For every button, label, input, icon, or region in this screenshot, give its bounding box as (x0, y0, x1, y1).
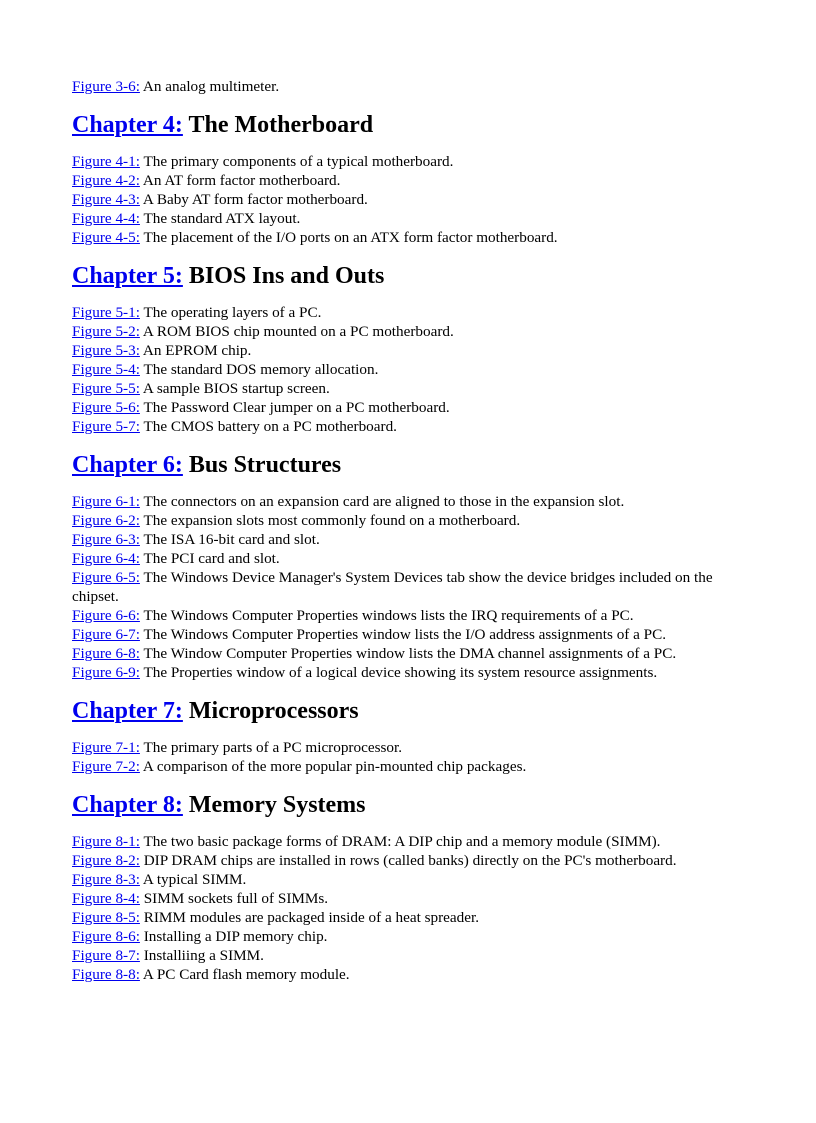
figure-caption: A Baby AT form factor motherboard. (142, 191, 368, 208)
figure-link[interactable]: Figure 6-4: (72, 550, 140, 567)
figure-caption: The placement of the I/O ports on an ATX form factor motherboard. (143, 229, 558, 246)
figure-entry (72, 190, 744, 209)
figure-entry (72, 341, 744, 360)
figure-link[interactable]: Figure 8-8: (72, 966, 140, 983)
figure-link[interactable]: Figure 6-2: (72, 512, 140, 529)
figure-link[interactable]: Figure 6-7: (72, 626, 140, 643)
figure-link[interactable]: Figure 6-3: (72, 531, 140, 548)
chapter-section (72, 110, 744, 247)
figure-entry (72, 492, 744, 511)
figure-link[interactable]: Figure 5-6: (72, 399, 140, 416)
figure-link[interactable]: Figure 4-5: (72, 229, 140, 246)
figure-entry (72, 77, 744, 96)
chapter-title: Memory Systems (188, 792, 366, 818)
figure-entry (72, 644, 744, 663)
figure-entry (72, 379, 744, 398)
chapter-link[interactable]: Chapter 6: (72, 452, 183, 478)
figure-caption: The primary parts of a PC microprocessor. (143, 739, 402, 756)
figure-link[interactable]: Figure 7-1: (72, 739, 140, 756)
figure-caption: Installiing a SIMM. (143, 947, 264, 964)
intro-figures (72, 77, 744, 96)
figure-entry (72, 625, 744, 644)
figure-link[interactable]: Figure 8-7: (72, 947, 140, 964)
figure-link[interactable]: Figure 3-6: (72, 78, 140, 95)
chapter-title: BIOS Ins and Outs (188, 263, 385, 289)
chapter-link[interactable]: Chapter 7: (72, 698, 183, 724)
figure-link[interactable]: Figure 5-7: (72, 418, 140, 435)
figure-link[interactable]: Figure 8-1: (72, 833, 140, 850)
chapter-section (72, 790, 744, 984)
figure-caption: An analog multimeter. (142, 78, 280, 95)
chapter-section (72, 696, 744, 776)
chapter-link[interactable]: Chapter 8: (72, 792, 183, 818)
figure-caption: The expansion slots most commonly found on a motherboard. (143, 512, 521, 529)
chapter-heading (72, 110, 744, 140)
figure-entry (72, 851, 744, 870)
figure-caption: The standard DOS memory allocation. (143, 361, 379, 378)
figure-entry (72, 927, 744, 946)
figure-caption: An EPROM chip. (142, 342, 252, 359)
figure-caption: The ISA 16-bit card and slot. (143, 531, 320, 548)
figure-link[interactable]: Figure 6-5: (72, 569, 140, 586)
figure-link[interactable]: Figure 4-2: (72, 172, 140, 189)
chapter-heading (72, 261, 744, 291)
figure-link[interactable]: Figure 5-3: (72, 342, 140, 359)
figure-caption: The Password Clear jumper on a PC motherboard. (143, 399, 450, 416)
chapter-title: Bus Structures (188, 452, 342, 478)
figure-caption: A ROM BIOS chip mounted on a PC motherboard. (142, 323, 454, 340)
figure-caption: The Windows Computer Properties windows lists the IRQ requirements of a PC. (143, 607, 634, 624)
figure-entry (72, 889, 744, 908)
figure-entry (72, 303, 744, 322)
figure-caption: The connectors on an expansion card are aligned to those in the expansion slot. (143, 493, 625, 510)
figure-entry (72, 757, 744, 776)
figure-entry (72, 946, 744, 965)
figure-entry (72, 530, 744, 549)
figure-entry (72, 171, 744, 190)
figure-entry (72, 322, 744, 341)
figure-link[interactable]: Figure 4-3: (72, 191, 140, 208)
figure-caption: A comparison of the more popular pin-mounted chip packages. (142, 758, 527, 775)
figure-entry (72, 738, 744, 757)
chapter-link[interactable]: Chapter 5: (72, 263, 183, 289)
figure-entry (72, 209, 744, 228)
chapter-title: Microprocessors (188, 698, 359, 724)
figure-link[interactable]: Figure 8-2: (72, 852, 140, 869)
figure-entry (72, 228, 744, 247)
figure-link[interactable]: Figure 7-2: (72, 758, 140, 775)
figure-link[interactable]: Figure 8-3: (72, 871, 140, 888)
figure-caption: A typical SIMM. (142, 871, 247, 888)
figure-link[interactable]: Figure 5-5: (72, 380, 140, 397)
figure-caption: The two basic package forms of DRAM: A DIP chip and a memory module (SIMM). (143, 833, 661, 850)
figure-entry (72, 549, 744, 568)
figure-link[interactable]: Figure 8-5: (72, 909, 140, 926)
figure-link[interactable]: Figure 6-8: (72, 645, 140, 662)
figure-entry (72, 832, 744, 851)
figure-caption: SIMM sockets full of SIMMs. (143, 890, 329, 907)
figure-link[interactable]: Figure 6-6: (72, 607, 140, 624)
figure-entry (72, 908, 744, 927)
figure-link[interactable]: Figure 4-1: (72, 153, 140, 170)
chapter-list (72, 110, 744, 984)
figure-caption: The Window Computer Properties window lists the DMA channel assignments of a PC. (143, 645, 677, 662)
chapter-title: The Motherboard (188, 112, 374, 138)
figure-entry (72, 965, 744, 984)
figure-caption: The Windows Computer Properties window lists the I/O address assignments of a PC. (143, 626, 667, 643)
figure-caption: The standard ATX layout. (143, 210, 301, 227)
figure-link[interactable]: Figure 6-1: (72, 493, 140, 510)
figure-caption: The Properties window of a logical device showing its system resource assignments. (143, 664, 658, 681)
figure-entry (72, 398, 744, 417)
figure-entry (72, 360, 744, 379)
figure-entry (72, 152, 744, 171)
figure-entry (72, 568, 744, 606)
figure-caption: The operating layers of a PC. (143, 304, 322, 321)
figure-entry (72, 870, 744, 889)
figure-link[interactable]: Figure 5-4: (72, 361, 140, 378)
figure-caption: The primary components of a typical motherboard. (143, 153, 454, 170)
figure-entry (72, 511, 744, 530)
figure-link[interactable]: Figure 8-6: (72, 928, 140, 945)
figure-link[interactable]: Figure 5-2: (72, 323, 140, 340)
chapter-link[interactable]: Chapter 4: (72, 112, 183, 138)
figure-caption: An AT form factor motherboard. (142, 172, 341, 189)
figure-link[interactable]: Figure 6-9: (72, 664, 140, 681)
figure-entry (72, 663, 744, 682)
chapter-heading (72, 696, 744, 726)
figure-list-page (72, 77, 744, 984)
figure-link[interactable]: Figure 4-4: (72, 210, 140, 227)
figure-caption: Installing a DIP memory chip. (143, 928, 328, 945)
figure-entry (72, 606, 744, 625)
figure-caption: A sample BIOS startup screen. (142, 380, 330, 397)
figure-link[interactable]: Figure 5-1: (72, 304, 140, 321)
chapter-section (72, 450, 744, 682)
figure-caption: The PCI card and slot. (143, 550, 280, 567)
figure-caption: A PC Card flash memory module. (142, 966, 350, 983)
figure-caption: RIMM modules are packaged inside of a heat spreader. (143, 909, 479, 926)
figure-link[interactable]: Figure 8-4: (72, 890, 140, 907)
chapter-heading (72, 450, 744, 480)
chapter-section (72, 261, 744, 436)
figure-caption: The CMOS battery on a PC motherboard. (143, 418, 397, 435)
figure-entry (72, 417, 744, 436)
chapter-heading (72, 790, 744, 820)
figure-caption: The Windows Device Manager's System Devices tab show the device bridges included on the chipset. (72, 569, 713, 605)
figure-caption: DIP DRAM chips are installed in rows (called banks) directly on the PC's motherboard. (143, 852, 677, 869)
